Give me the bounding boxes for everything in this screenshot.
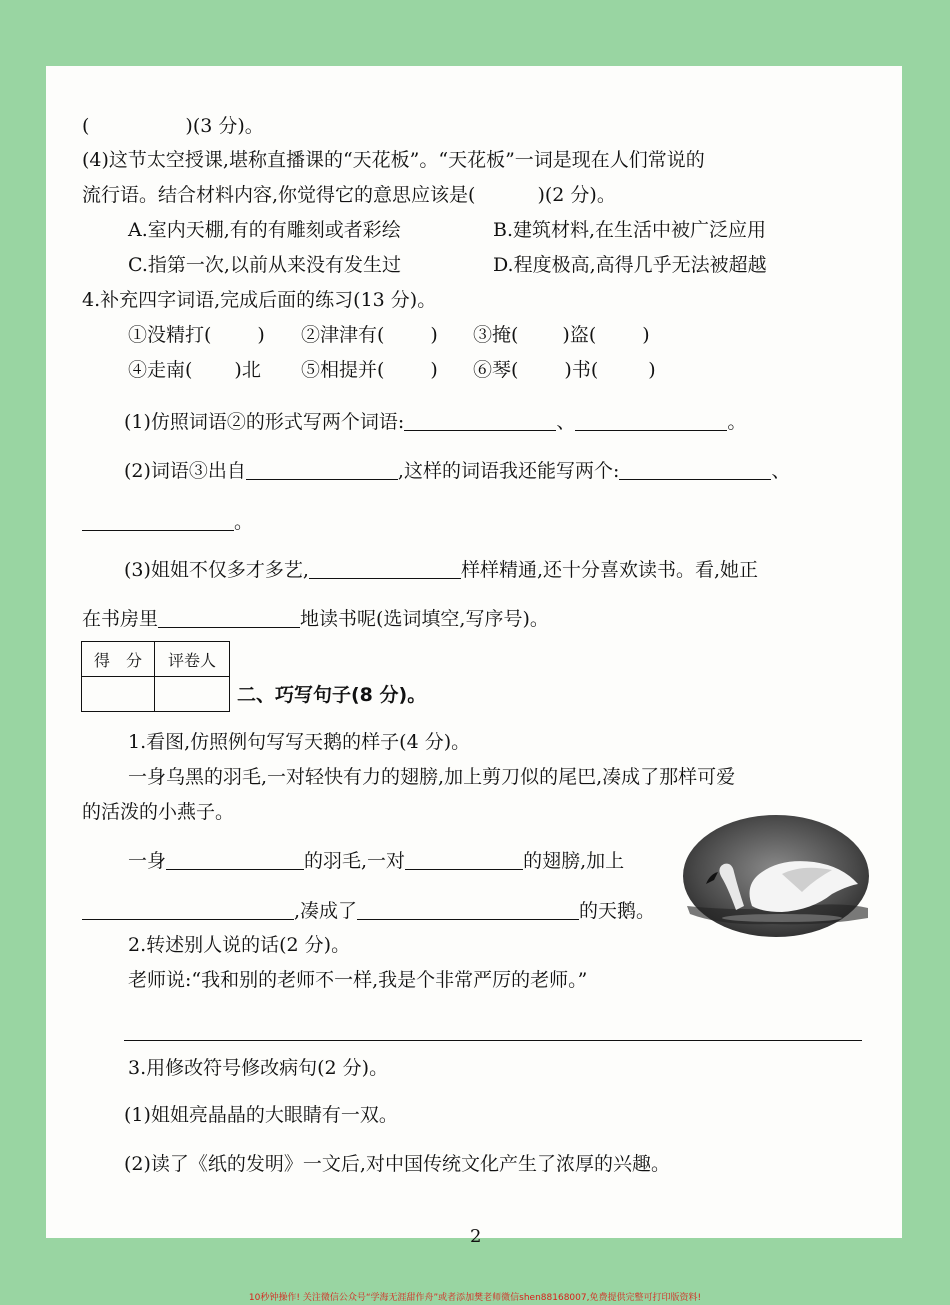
option-d: D.程度极高,高得几乎无法被超越 [493, 254, 767, 276]
q2-quote: 老师说:“我和别的老师不一样,我是个非常严厉的老师。” [128, 969, 588, 991]
q3-sentence1: (1)姐姐亮晶晶的大眼睛有一双。 [124, 1104, 398, 1126]
sub2-prompt: (2)词语③出自 [124, 460, 246, 482]
idiom-text: ⑥琴( [473, 359, 519, 381]
fill-text: 的翅膀,加上 [523, 850, 625, 872]
answer-blank[interactable] [82, 901, 294, 920]
answer-blank[interactable] [619, 461, 771, 480]
answer-blank[interactable] [82, 512, 234, 531]
swan-fill-line2 [82, 901, 655, 921]
idiom-text: ③掩( [473, 324, 519, 346]
q4-line2 [82, 186, 616, 205]
idiom-text: ⑤相提并( [301, 359, 385, 381]
q2-answer-line[interactable] [124, 1040, 862, 1041]
swan-image [682, 814, 870, 938]
idiom-text: ) [430, 359, 438, 381]
q4-prompt: 流行语。结合材料内容,你觉得它的意思应该是( [82, 184, 476, 206]
idiom-text: )北 [234, 359, 261, 381]
score-note: )(3 分)。 [185, 115, 264, 137]
sub3-text: 地读书呢(选词填空,写序号)。 [300, 608, 549, 630]
period: 。 [727, 411, 747, 433]
answer-blank[interactable] [246, 461, 398, 480]
idiom-text: ) [648, 359, 656, 381]
example-line1: 一身乌黑的羽毛,一对轻快有力的翅膀,加上剪刀似的尾巴,凑成了那样可爱 [128, 766, 736, 788]
sec4-sub1 [124, 412, 746, 432]
option-a: A.室内天棚,有的有雕刻或者彩绘 [128, 219, 401, 241]
sec4-sub2 [124, 461, 790, 481]
q3-heading: 3.用修改符号修改病句(2 分)。 [128, 1057, 389, 1079]
idiom-text: )盗( [562, 324, 597, 346]
grader-box [81, 641, 230, 712]
option-b: B.建筑材料,在生活中被广泛应用 [493, 219, 767, 241]
q3-sentence2: (2)读了《纸的发明》一文后,对中国传统文化产生了浓厚的兴趣。 [124, 1153, 670, 1175]
sub3-text: 样样精通,还十分喜欢读书。看,她正 [460, 559, 759, 581]
swan-fill-line1 [128, 851, 624, 871]
sec4-heading: 4.补充四字词语,完成后面的练习(13 分)。 [82, 289, 437, 311]
sub3-text: 在书房里 [82, 608, 159, 630]
idiom-text: ①没精打( [128, 324, 212, 346]
footer-note: 10秒钟操作! 关注微信公众号“学海无涯甜作舟”或者添加樊老师微信shen88168007,免费提供完整可打印版资料! [248, 1293, 702, 1303]
fill-text: 的羽毛,一对 [304, 850, 406, 872]
sub1-prompt: (1)仿照词语②的形式写两个词语: [124, 411, 405, 433]
sec4-sub3 [124, 560, 758, 580]
q2-heading: 2.转述别人说的话(2 分)。 [128, 934, 351, 956]
part2-title: 二、巧写句子(8 分)。 [237, 684, 427, 706]
idiom-text: )书( [564, 359, 599, 381]
idiom-5 [301, 361, 438, 380]
answer-blank[interactable] [357, 901, 579, 920]
idiom-text: ②津津有( [301, 324, 385, 346]
option-c: C.指第一次,以前从来没有发生过 [128, 254, 401, 276]
example-line2: 的活泼的小燕子。 [82, 801, 235, 823]
idiom-text: ) [642, 324, 650, 346]
answer-blank[interactable] [166, 851, 304, 870]
q4-score: )(2 分)。 [537, 184, 616, 206]
separator: 、 [556, 411, 576, 433]
idiom-1 [128, 326, 265, 345]
fill-text: ,凑成了 [294, 900, 358, 922]
idiom-3 [473, 326, 650, 345]
idiom-2 [301, 326, 438, 345]
fill-text: 一身 [128, 850, 167, 872]
sub2-text: ,这样的词语我还能写两个: [397, 460, 620, 482]
idiom-text: ) [430, 324, 438, 346]
sec4-sub2-cont [82, 512, 253, 532]
answer-blank[interactable] [309, 560, 461, 579]
reviewer-label: 评卷人 [155, 642, 230, 677]
period: 。 [234, 511, 254, 533]
idiom-6 [473, 361, 656, 380]
sec4-sub3-cont [82, 609, 549, 629]
separator: 、 [771, 460, 791, 482]
idiom-text: ) [257, 324, 265, 346]
page-number: 2 [470, 1226, 482, 1247]
q4-line1: (4)这节太空授课,堪称直播课的“天花板”。“天花板”一词是现在人们常说的 [82, 149, 705, 171]
idiom-text: ④走南( [128, 359, 193, 381]
answer-line-q3 [82, 117, 264, 136]
sub3-prompt: (3)姐姐不仅多才多艺, [124, 559, 309, 581]
idiom-4 [128, 361, 261, 380]
score-cell[interactable] [82, 677, 155, 712]
fill-text: 的天鹅。 [579, 900, 656, 922]
answer-blank[interactable] [158, 609, 300, 628]
reviewer-cell[interactable] [155, 677, 230, 712]
answer-blank[interactable] [404, 412, 556, 431]
answer-blank[interactable] [575, 412, 727, 431]
score-label: 得 分 [82, 642, 155, 677]
paren-open: ( [82, 115, 90, 137]
q1-heading: 1.看图,仿照例句写写天鹅的样子(4 分)。 [128, 731, 471, 753]
answer-blank[interactable] [405, 851, 523, 870]
